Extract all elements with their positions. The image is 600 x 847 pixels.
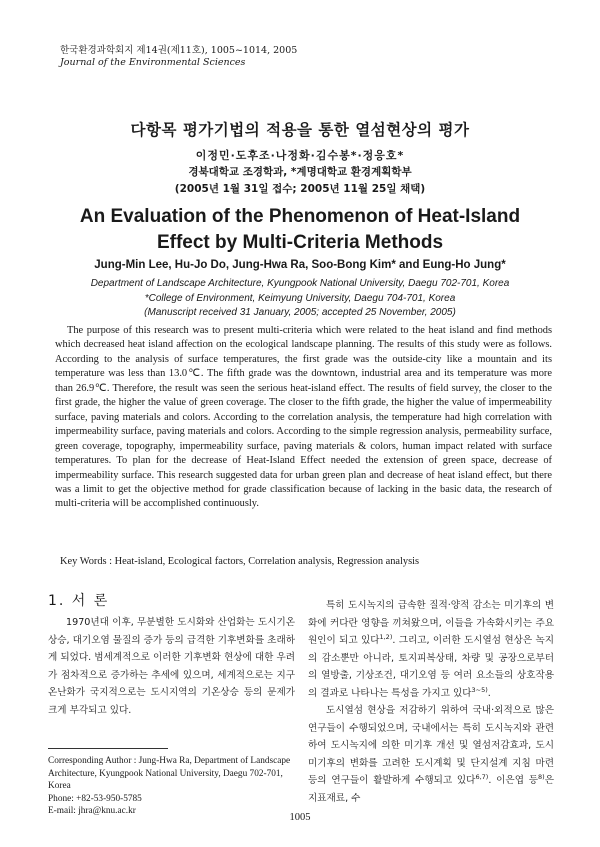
paragraph-text: . 그리고, 이러한 도시열섬 현상은 녹지의 감소뿐만 아니라, 토지피복상태, 차량 및 공장으로부터의 열방출, 기상조건, 대기오염 등 여러 요소들의 상호작용의 결과로 나타나는 특성을 가지고 있다: [308, 635, 554, 699]
paragraph-text: 도시열섬 현상을 저감하기 위하여 국내·외적으로 많은 연구들이 수행되었으며, 국내에서는 특히 도시녹지와 관련하여 도시녹지에 의한 미기후 개선 및 열섬저감효과, 도시 미기후의 변화를 고려한 도시계획 및 단지설계 지침 마련 등의 연구들이 활발하게 수행되고 있다: [308, 705, 554, 786]
author-phone: Phone: +82-53-950-5785: [48, 793, 142, 804]
korean-received-date: (2005년 1월 31일 접수; 2005년 11월 25일 채택): [174, 183, 426, 195]
korean-title: 다항목 평가기법의 적용을 통한 열섬현상의 평가: [130, 121, 470, 139]
intro-paragraph-1: 1970년대 이후, 무분별한 도시화와 산업화는 도시기온 상승, 대기오염 물질의 증가 등의 급격한 기후변화를 초래하게 되었다. 범세계적으로 이러한 기후변화 현상에 대한 우려가 점차적으로 증가하는 추세에 있으며, 세계적으로는 지구온난화가 국지적으로는 도시지역의 기온상승 등의 문제가 크게 부각되고 있다.: [48, 617, 295, 716]
corresponding-author-footnote: [48, 755, 295, 818]
journal-name: Journal of the Environmental Sciences: [60, 57, 246, 68]
english-authors: Jung-Min Lee, Hu-Jo Do, Jung-Hwa Ra, Soo-Bong Kim* and Eung-Ho Jung*: [94, 259, 506, 271]
footnote-divider: [48, 748, 168, 749]
citation-ref: 8): [538, 772, 545, 781]
paragraph-text: . 이은엽 등: [488, 775, 539, 786]
english-affiliation: [0, 277, 600, 321]
english-title-line2: Effect by Multi-Criteria Methods: [156, 232, 444, 253]
manuscript-dates: (Manuscript received 31 January, 2005; accepted 25 November, 2005): [144, 307, 456, 318]
keywords: Key Words : Heat-island, Ecological factors, Correlation analysis, Regression analysis: [60, 556, 420, 567]
journal-citation: 한국환경과학회지 제14권(제11호), 1005~1014, 2005: [60, 45, 298, 56]
corresponding-author: Corresponding Author : Jung-Hwa Ra, Department of Landscape Architecture, Kyungpook National University, Daegu 702-701, Korea: [48, 756, 291, 791]
citation-ref: 1,2): [379, 632, 393, 641]
intro-paragraph-2: [308, 597, 554, 702]
english-title: [0, 204, 600, 256]
right-column: [308, 597, 554, 807]
author-email: E-mail: jhra@knu.ac.kr: [48, 806, 136, 816]
english-title-line1: An Evaluation of the Phenomenon of Heat-Island: [79, 206, 521, 227]
citation-ref: 6,7): [475, 772, 489, 781]
korean-affiliation: 경북대학교 조경학과, *계명대학교 환경계획학부: [188, 166, 412, 178]
affiliation-knu: Department of Landscape Architecture, Kyungpook National University, Daegu 702-701, Korea: [90, 278, 510, 289]
citation-ref: 3~5): [471, 685, 488, 694]
paragraph-text: 은 지표재료, 수: [308, 775, 554, 804]
left-column: [48, 590, 295, 719]
page-number: 1005: [289, 812, 311, 823]
affiliation-keimyung: *College of Environment, Keimyung University, Daegu 704-701, Korea: [144, 292, 456, 304]
section-heading-introduction: 1. 서 론: [48, 593, 110, 609]
paragraph-text: .: [487, 687, 491, 699]
abstract: The purpose of this research was to present multi-criteria which were related to the heat island and find methods which decreased heat island affection on the ecological landscape planning. The results of this study were as follows. According to the analysis of surface temperatures, the first grade was the outside-city like a mountain and its temperature was less than 13.0℃. The fifth grade was the downtown, industrial area and its temperature was more than 26.9℃. Therefore, the result was seen the serious heat-island effect. The results of field survey, the closer to the first grade, the higher the value of green coverage. The closer to the fifth grade, the higher the value of impermeability surface, paving materials and colors. According to the correlation analysis, the temperature had high correlation with impermeability surface, paving materials and colors. According to the simple regression analysis, permeability surface, green coverage, topography, impermeability surface, paving materials & colors, human impact related with surface temperatures. To plan for the decrease of Heat-Island Effect needed the extension of green space, decrease of impermeability surface. This research suggested data for urban green plan and decrease of heat island effect, but there was a limit to get the objective method for grade classification because of lacking in the basic data, the research of multi-criteria will be accomplished continuously.: [55, 325, 552, 510]
intro-paragraph-3: [308, 702, 554, 807]
korean-authors: 이정민·도후조·나정화·김수봉*·정응호*: [195, 149, 405, 162]
paragraph-text: 특히 도시녹지의 급속한 질적·양적 감소는 미기후의 변화에 커다란 영향을 끼쳐왔으며, 이들을 가속화시키는 주요원인이 되고 있다: [308, 600, 554, 646]
